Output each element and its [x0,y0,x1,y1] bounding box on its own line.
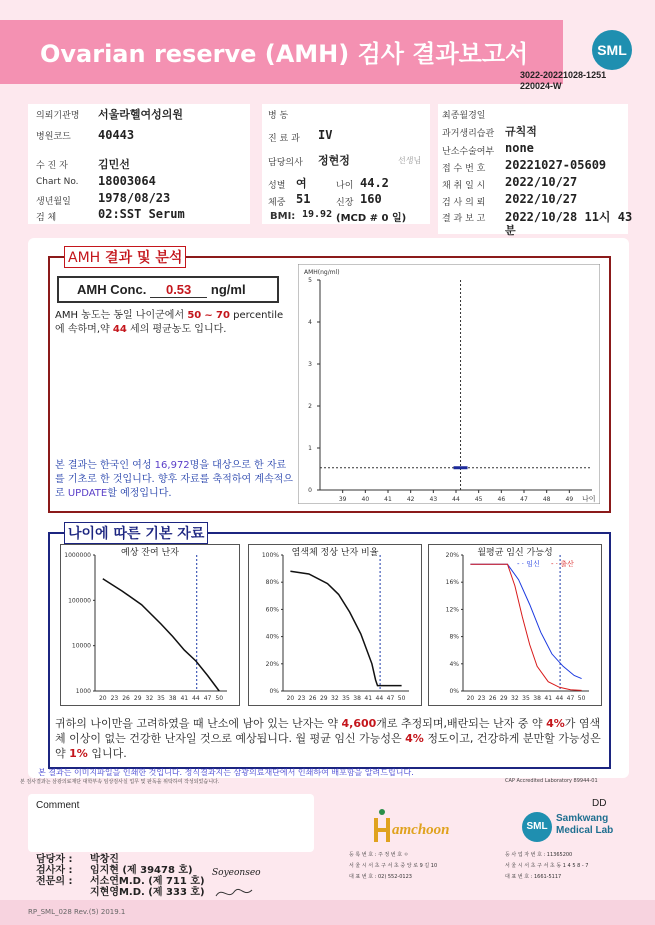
specialist-label: 전문의 : [36,876,73,887]
menstrual-habit-label: 과거생리습관 [442,129,495,139]
amh-y-tick-label: 2 [308,403,312,410]
mini-x-tick-label: 38 [353,695,361,702]
mini-x-tick-label: 26 [122,695,130,702]
mini-x-tick-label: 47 [203,695,212,702]
mini-y-tick-label: 0% [269,688,279,695]
samkwang-info [505,850,588,883]
amh-analysis-text [55,309,290,337]
legend-pregnancy: - · 임신 [517,560,540,568]
analysis-text-4: 입니다. [194,324,227,335]
amh-title-prefix: AMH [68,250,101,266]
mini-y-tick-label: 4% [449,660,459,668]
basis-text-1a: 본 결과는 한국인 여성 [55,460,152,471]
basic-section-title: 나이에 따른 기본 자료 [64,522,208,544]
mini-x-tick-label: 23 [110,695,119,702]
oocyte-count: 4,600 [341,717,377,730]
receipt-no-value: 20221027-05609 [505,158,607,172]
weight-value: 51 [296,192,311,206]
mini-x-tick-label: 44 [192,695,200,702]
mini-y-tick-label: 0% [449,688,459,695]
institution-label: 의뢰기관명 [36,111,80,121]
specimen-label: 검 체 [36,213,57,223]
summary-2a: 약 [531,717,543,730]
birth-pct: 1% [69,747,88,760]
amh-x-tick-label: 44 [452,496,460,503]
height-value: 160 [360,192,382,206]
sex-label: 성별 [268,181,286,191]
request-date-label: 검 사 의 뢰 [442,198,486,208]
basis-text-2: 한 자료를 기초로 한 것입니다. 향후 자료를 [55,460,287,485]
doctor-value: 정현정 [318,154,350,167]
menstrual-habit-value: 규칙적 [505,125,537,138]
patient-name: 김민선 [98,158,130,171]
mini-x-tick-label: 35 [342,695,350,702]
mini-x-tick-label: 29 [133,695,142,702]
summary-2b: 가 염색체 이상이 없는 건강한 난자일 것으로 예상됩니다. 월 평균 임신 가능성은 [55,717,601,745]
chart-no-value: 18003064 [98,174,156,188]
ovary-surgery-value: none [505,141,534,155]
summary-2c: 정도이고 [427,732,470,745]
doctor-label: 담당의사 [268,158,303,168]
title-banner [0,20,563,84]
mini-x-tick-label: 38 [168,695,177,702]
amh-y-tick-label: 3 [308,361,312,368]
owner-label: 담당자 : [36,854,73,865]
mini-x-tick-label: 44 [555,695,564,702]
amh-data-point [454,466,468,469]
remaining-oocytes-chart [60,544,240,706]
normal-oocyte-ratio-chart [248,544,422,706]
mini-x-tick-label: 38 [533,695,541,702]
comment-label: Comment [36,800,80,811]
basis-text-3b: 할 예정입니다. [107,488,172,499]
owner-name: 박창진 [89,854,119,865]
mini-y-tick-label: 12% [445,606,459,614]
specimen-value: 02:SST Serum [98,207,185,221]
ward-label: 병 동 [268,111,289,121]
amh-conc-label: AMH Conc. [77,282,147,297]
percentile-low: 50 [187,310,202,321]
analysis-text-2: percentile에 속하며,약 [55,310,284,335]
patient-label: 수 진 자 [36,161,68,171]
sml-logo: SML [592,30,632,70]
mini-series-line [103,579,219,691]
basis-count: 16,972 [154,460,190,471]
mini-x-tick-label: 20 [286,695,295,702]
amh-conc-box [57,276,279,303]
samkwang-name-1: Samkwang [556,813,609,824]
mini-x-tick-label: 44 [375,695,384,702]
amh-x-tick-label: 49 [565,496,574,503]
analysis-text-3: 세의 평균농도 [129,324,192,335]
institution-value: 서울라헬여성의원 [98,108,184,121]
mini-y-tick-label: 10000 [71,642,91,650]
mini-y-tick-label: 1000000 [64,552,91,559]
age-label: 나이 [336,181,354,191]
cap-text: CAP Accredited Laboratory 89944-01 [505,778,598,784]
mini-x-tick-label: 47 [386,695,395,702]
tester-label: 검사자 : [36,865,73,876]
mini-x-tick-label: 50 [577,695,586,702]
comment-box [28,794,314,852]
mini-x-tick-label: 32 [145,695,154,702]
amh-x-tick-label: 47 [520,496,528,503]
mini-x-tick-label: 50 [397,695,406,702]
samkwang-line-2: 서 울 시 서 초 구 서 초 동 1 4 5 8 - 7 [505,863,589,869]
pregnancy-chance-chart [428,544,602,706]
mini-x-tick-label: 23 [297,695,306,702]
mcd-text: (MCD # 0 일) [336,213,407,224]
tester-name: 임지현 (제 39478 호) [89,865,193,876]
form-code: RP_SML_028 Rev.(5) 2019.1 [28,908,126,916]
summary-3a: , 건강하게 분만할 가능성은 약 [55,732,601,760]
mini-series-line [470,564,581,678]
mini-x-tick-label: 35 [157,695,165,702]
amh-section-title [64,246,186,268]
report-date-suffix: 분 [505,224,516,237]
dd-mark: DD [592,798,607,809]
mini-x-tick-label: 35 [522,695,530,702]
hamchoon-line-3: 대 표 번 호 : 02) 552-0123 [349,874,412,880]
amh-x-tick-label: 45 [474,496,483,503]
mini-x-tick-label: 26 [308,695,317,702]
basis-text-3a: 축적하여 계속적으로 [55,474,293,499]
samkwang-name-2: Medical Lab [556,825,614,836]
mini-x-tick-label: 23 [477,695,486,702]
specialist-2: 지현영M.D. (제 333 호) [90,887,205,898]
mini-y-tick-label: 8% [449,633,459,641]
doc-number [520,70,606,92]
mini-x-tick-label: 47 [566,695,575,702]
birthdate-label: 생년월일 [36,197,71,207]
hamchoon-info [349,850,437,883]
mini-x-tick-label: 41 [544,695,553,702]
samkwang-logo-icon: SML [522,812,552,842]
mini-chart-title: 염색체 정상 난자 비율 [291,548,379,558]
mini-x-tick-label: 26 [488,695,497,702]
pregnancy-pct: 4% [405,732,424,745]
mini-y-tick-label: 1000 [75,688,91,695]
mini-x-tick-label: 41 [364,695,373,702]
weight-label: 체중 [268,198,286,208]
percentile-high: 70 [216,310,230,321]
ovary-surgery-label: 난소수술여부 [442,147,495,157]
mini-y-tick-label: 100% [261,552,279,559]
dept-value: IV [318,128,333,142]
age-equivalent: 44 [112,324,127,335]
mini-x-tick-label: 50 [215,695,224,702]
collection-date-label: 채 취 일 시 [442,181,486,191]
mini-y-tick-label: 100000 [68,597,91,605]
amh-x-tick-label: 39 [338,496,347,503]
collection-date-value: 2022/10/27 [505,175,578,189]
specialist-1: 서소연M.D. (제 711 호) [89,876,205,887]
chart-no-label: Chart No. [36,177,79,187]
fine-print: 본 검사결과는 삼광의료재단 대학부속 임상검사실 업무 및 판독을 위탁하여 작성되었습니다. [20,779,220,785]
mini-chart-title: 예상 잔여 난자 [121,548,179,558]
samkwang-name [556,813,613,837]
amh-y-tick-label: 1 [308,445,312,452]
hamchoon-name: amchoon [392,822,450,838]
mini-x-tick-label: 29 [319,695,328,702]
hospital-code-value: 40443 [98,128,135,142]
mini-y-tick-label: 80% [265,579,279,587]
basis-text [55,459,295,501]
amh-y-tick-label: 0 [308,487,312,494]
hamchoon-h-icon [372,808,392,844]
amh-y-tick-label: 5 [308,277,312,284]
mini-x-tick-label: 32 [511,695,519,702]
percentile-tilde: ~ [204,310,213,321]
sex-value: 여 [296,177,307,190]
doc-number-line-2: 220024-W [520,81,562,91]
hospital-code-label: 병원코드 [36,132,71,142]
bmi-value: 19.92 [302,209,333,220]
mini-y-tick-label: 40% [265,633,279,641]
signature: Soyeonseo [212,868,261,878]
amh-conc-unit: ng/ml [210,282,246,297]
analysis-text-1: AMH 농도는 동일 나이군에서 [55,310,185,321]
summary-3b: 입니다. [91,747,127,760]
doctor-suffix: 선생님 [398,156,422,165]
staff-block [36,854,205,898]
legend-birth: - · 출산 [551,560,574,568]
report-date-value: 2022/10/28 11시 43 [505,210,633,224]
basic-summary-text [55,716,607,761]
mini-x-tick-label: 32 [331,695,339,702]
amh-x-axis-label: 나이 [582,495,596,503]
report-title: Ovarian reserve (AMH) 검사 결과보고서 [40,40,529,68]
amh-y-tick-label: 4 [308,319,312,326]
normal-pct: 4% [546,717,565,730]
mini-x-tick-label: 20 [98,695,107,702]
doc-number-line-1: 3022-20221028-1251 [520,70,607,80]
amh-x-tick-label: 46 [497,496,506,503]
summary-1a: 귀하의 나이만을 고려하였을 때 난소에 남아 있는 난자는 약 [55,717,338,730]
amh-scatter-chart [298,264,600,504]
basis-update: UPDATE [67,488,108,499]
mini-x-tick-label: 29 [499,695,508,702]
mini-x-tick-label: 41 [180,695,189,702]
amh-x-tick-label: 40 [361,496,370,503]
mini-y-tick-label: 60% [265,606,279,614]
mini-chart-title: 월평균 임신 가능성 [477,548,553,558]
hamchoon-line-2: 서 울 시 서 초 구 서 초 중 앙 로 9 길 10 [349,863,438,869]
amh-conc-value: 0.53 [150,282,207,298]
amh-y-axis-label: AMH(ng/ml) [304,269,340,276]
basis-text-1b: 명을 대상으로 [189,460,251,471]
mini-y-tick-label: 20% [445,552,459,559]
mini-series-line [290,571,401,685]
amh-x-tick-label: 43 [429,496,438,503]
dept-label: 진 료 과 [268,134,300,144]
age-value: 44.2 [360,176,389,190]
summary-1b: 개로 추정되며,배란되는 난자 중 [376,717,529,730]
amh-x-tick-label: 41 [384,496,392,503]
receipt-no-label: 접 수 번 호 [442,164,486,174]
samkwang-line-1: 등 사 업 자 번 호 : 11365200 [505,852,573,858]
amh-x-tick-label: 48 [542,496,551,503]
samkwang-line-3: 대 표 번 호 : 1661-5117 [505,874,562,880]
lmp-label: 최종월경일 [442,111,486,121]
hamchoon-line-1: 등 록 번 호 : 주 정 번 호 ㅇ [349,852,409,858]
report-date-label: 결 과 보 고 [442,214,486,224]
mini-x-tick-label: 20 [466,695,475,702]
bmi-label: BMI: [270,211,296,222]
birthdate-value: 1978/08/23 [98,191,171,205]
amh-x-tick-label: 42 [406,496,415,503]
request-date-value: 2022/10/27 [505,192,578,206]
notice-line: 본 결과는 이미지파일을 인쇄한 것입니다. 정식결과지는 삼광의료재단에서 인쇄하여 배포함을 알려드립니다. [38,768,414,777]
amh-title-suffix: 결과 및 분석 [100,250,183,266]
mini-series-line [470,564,581,690]
footer-bar [0,900,655,925]
mini-y-tick-label: 16% [445,579,459,587]
height-label: 신장 [336,198,354,208]
mini-y-tick-label: 20% [265,660,279,668]
